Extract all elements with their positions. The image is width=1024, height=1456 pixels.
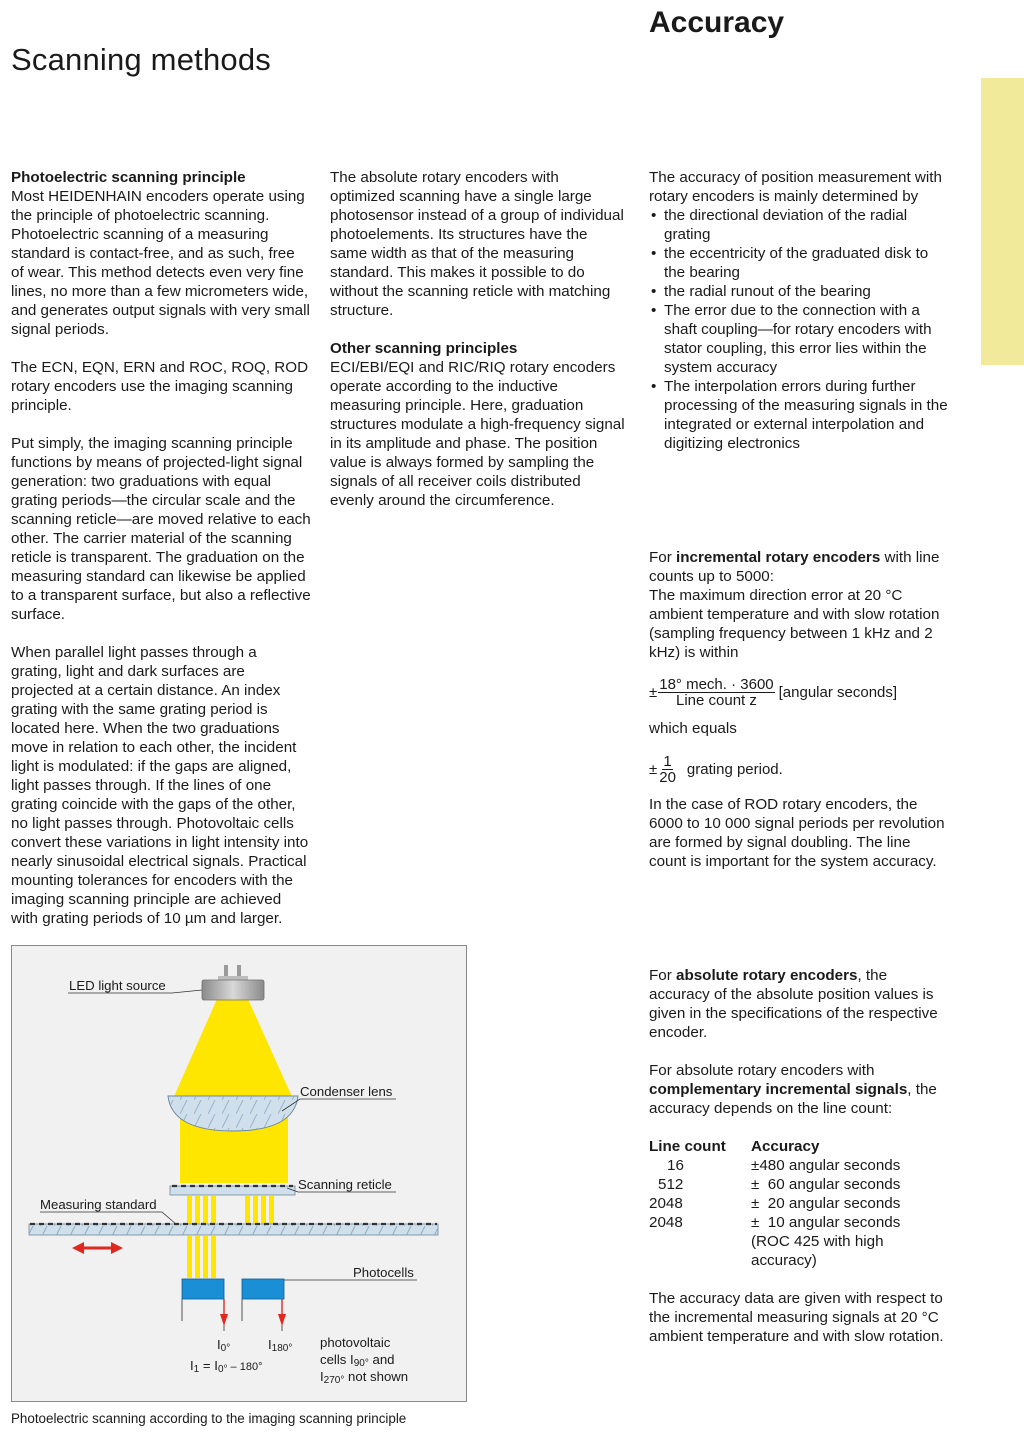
column-header: Accuracy [751, 1138, 820, 1155]
modulated-light-lower [187, 1236, 216, 1278]
denominator: Line count z [675, 692, 757, 709]
plus-minus: ± [649, 761, 658, 778]
led-label: LED light source [69, 978, 166, 993]
movement-arrow-icon [72, 1242, 123, 1254]
accuracy-intro: The accuracy of position measurement with rotary encoders is mainly determined by [649, 169, 942, 205]
paragraph: Put simply, the imaging scanning principle functions by means of projected-light signal generation: two graduations with equal grating periods—the circular scale and the scanning reticle—are moved relative to each other. The carrier material of the scanning reticle is transparent. The graduation on the measuring standard can likewise be applied to a transparent surface, but also a reflective surface. [11, 435, 311, 623]
bold-term: complementary incremental signals [649, 1081, 908, 1098]
which-equals: which equals [649, 720, 737, 737]
grating-period-formula [649, 754, 783, 785]
table-cell: 2048 [649, 1195, 683, 1212]
bold-term: incremental rotary encoders [676, 549, 881, 566]
numerator: 18° mech. · 3600 [659, 676, 774, 693]
signal-arrow-icon [220, 1314, 228, 1326]
direction-error-formula [649, 677, 897, 708]
bold-term: absolute rotary encoders [676, 967, 858, 984]
figure-caption: Photoelectric scanning according to the imaging scanning principle [11, 1411, 407, 1426]
paragraph: The accuracy data are given with respect to the incremental measuring signals at 20 °C ambient temperature and with slow rotation. [649, 1290, 944, 1345]
text: For [649, 549, 677, 566]
table-row [649, 1213, 911, 1270]
paragraph-text: Most HEIDENHAIN encoders operate using the principle of photoelectric scanning. Photoelectric scanning of a measuring standard is contact-free, and as such, free of wear. This method detects even very fine lines, no more than a few micrometers wide, and generates output signals with very small signal periods. [11, 188, 310, 338]
table-cell: ± 60 angular seconds [751, 1176, 901, 1193]
scanning-diagram-svg [12, 946, 468, 1403]
photocell-180 [242, 1279, 286, 1331]
accuracy-factor-list [649, 206, 949, 453]
unit: [angular seconds] [778, 684, 898, 701]
section-heading: Other scanning principles [330, 340, 518, 357]
list-item: • The error due to the connection with a shaft coupling—for rotary encoders with stator coupling, this error lies within the system accuracy [649, 301, 949, 377]
scanning-diagram [11, 945, 467, 1402]
chapter-tab [981, 78, 1024, 365]
paragraph [649, 1061, 949, 1118]
table-cell: ± 10 angular seconds (ROC 425 with high accuracy) [751, 1214, 905, 1269]
list-item: • the directional deviation of the radial grating [649, 206, 949, 244]
plus-minus: ± [649, 684, 658, 701]
unit: grating period. [686, 761, 783, 778]
light-cone [172, 999, 294, 1101]
denominator: 20 [659, 769, 676, 786]
table-header-row [649, 1137, 911, 1156]
table-row [649, 1156, 911, 1175]
incremental-accuracy-block [649, 548, 949, 662]
fraction [658, 754, 677, 785]
led-light-source [202, 965, 264, 1000]
signal-arrow-icon [278, 1314, 286, 1326]
section-title: Accuracy [649, 6, 785, 39]
photovoltaic-note-2: cells I90° and [320, 1352, 395, 1369]
text: , the accuracy depends on the line count: [649, 1081, 937, 1117]
accuracy-table [649, 1137, 911, 1270]
section-heading: Photoelectric scanning principle [11, 169, 246, 186]
table-cell: ±480 angular seconds [751, 1157, 901, 1174]
signal-i180-label: I180° [268, 1337, 293, 1354]
fraction [658, 677, 774, 708]
text: For [649, 967, 677, 984]
paragraph: The ECN, EQN, ERN and ROC, ROQ, ROD rotary encoders use the imaging scanning principle. [11, 359, 309, 414]
signal-i0-label: I0° [217, 1337, 231, 1354]
table-row [649, 1175, 911, 1194]
table-cell: 2048 [649, 1214, 683, 1231]
absolute-accuracy-block [649, 966, 949, 1365]
paragraph [11, 168, 311, 339]
paragraph: When parallel light passes through a grating, light and dark surfaces are projected at a certain distance. An index grating with the same grating period is located here. When the two graduations move in relation to each other, the incident light is modulated: if the gaps are aligned, light passes through. If the lines of one grating coincide with the gaps of the other, no light passes through. Photovoltaic cells convert these variations in light intensity into nearly sinusoidal electrical signals. Practical mounting tolerances for encoders with the imaging scanning principle are achieved with grating periods of 10 µm and larger. [11, 644, 309, 927]
modulated-light-upper [187, 1196, 274, 1224]
condenser-label: Condenser lens [300, 1084, 393, 1099]
paragraph [649, 966, 949, 1042]
table-cell: 512 [658, 1176, 684, 1193]
column-header: Line count [649, 1138, 726, 1155]
list-item: • the eccentricity of the graduated disk to the bearing [649, 244, 949, 282]
text: , the accuracy of the absolute position values is given in the specifications of the respective encoder. [649, 967, 938, 1041]
photovoltaic-note-1: photovoltaic [320, 1335, 391, 1350]
text: For absolute rotary encoders with [649, 1062, 875, 1079]
list-item: • the radial runout of the bearing [649, 282, 949, 301]
page-title: Scanning methods [11, 42, 271, 77]
table-row [649, 1194, 911, 1213]
list-item: • The interpolation errors during further processing of the measuring signals in the integrated or external interpolation and digitizing electronics [649, 377, 949, 453]
paragraph: The absolute rotary encoders with optimized scanning have a single large photosensor instead of a group of individual photoelements. Its structures have the same width as that of the measuring standard. This makes it possible to do without the scanning reticle with matching structure. [330, 169, 624, 319]
column-scanning-principle [11, 168, 311, 947]
rod-text: In the case of ROD rotary encoders, the 6000 to 10 000 signal periods per revolution are formed by signal doubling. The line count is important for the system accuracy. [649, 796, 945, 870]
photocell-0 [182, 1279, 228, 1331]
incremental-intro [649, 548, 949, 586]
signal-i1-formula: I1 = I0° – 180° [190, 1358, 263, 1375]
numerator: 1 [663, 753, 672, 770]
photocells-label: Photocells [353, 1265, 414, 1280]
standard-label: Measuring standard [40, 1197, 157, 1212]
table-cell: 16 [667, 1157, 684, 1174]
table-cell: ± 20 angular seconds [751, 1195, 901, 1212]
column-other-principles [330, 168, 626, 529]
text: with line counts up to 5000: [649, 549, 940, 585]
paragraph-text: ECI/EBI/EQI and RIC/RIQ rotary encoders operate according to the inductive measuring principle. Here, graduation structures modulate a high-frequency signal in its amplitude and phase. The position value is always formed by sampling the signals of all receiver coils distributed evenly around the circumference. [330, 359, 625, 509]
paragraph [330, 339, 626, 510]
reticle-label: Scanning reticle [298, 1177, 392, 1192]
column-accuracy [649, 168, 949, 453]
photovoltaic-note-3: I270° not shown [320, 1369, 409, 1386]
scanning-reticle [170, 1186, 295, 1195]
incremental-text: The maximum direction error at 20 °C ambient temperature and with slow rotation (sampling frequency between 1 kHz and 2 kHz) is within [649, 587, 940, 661]
